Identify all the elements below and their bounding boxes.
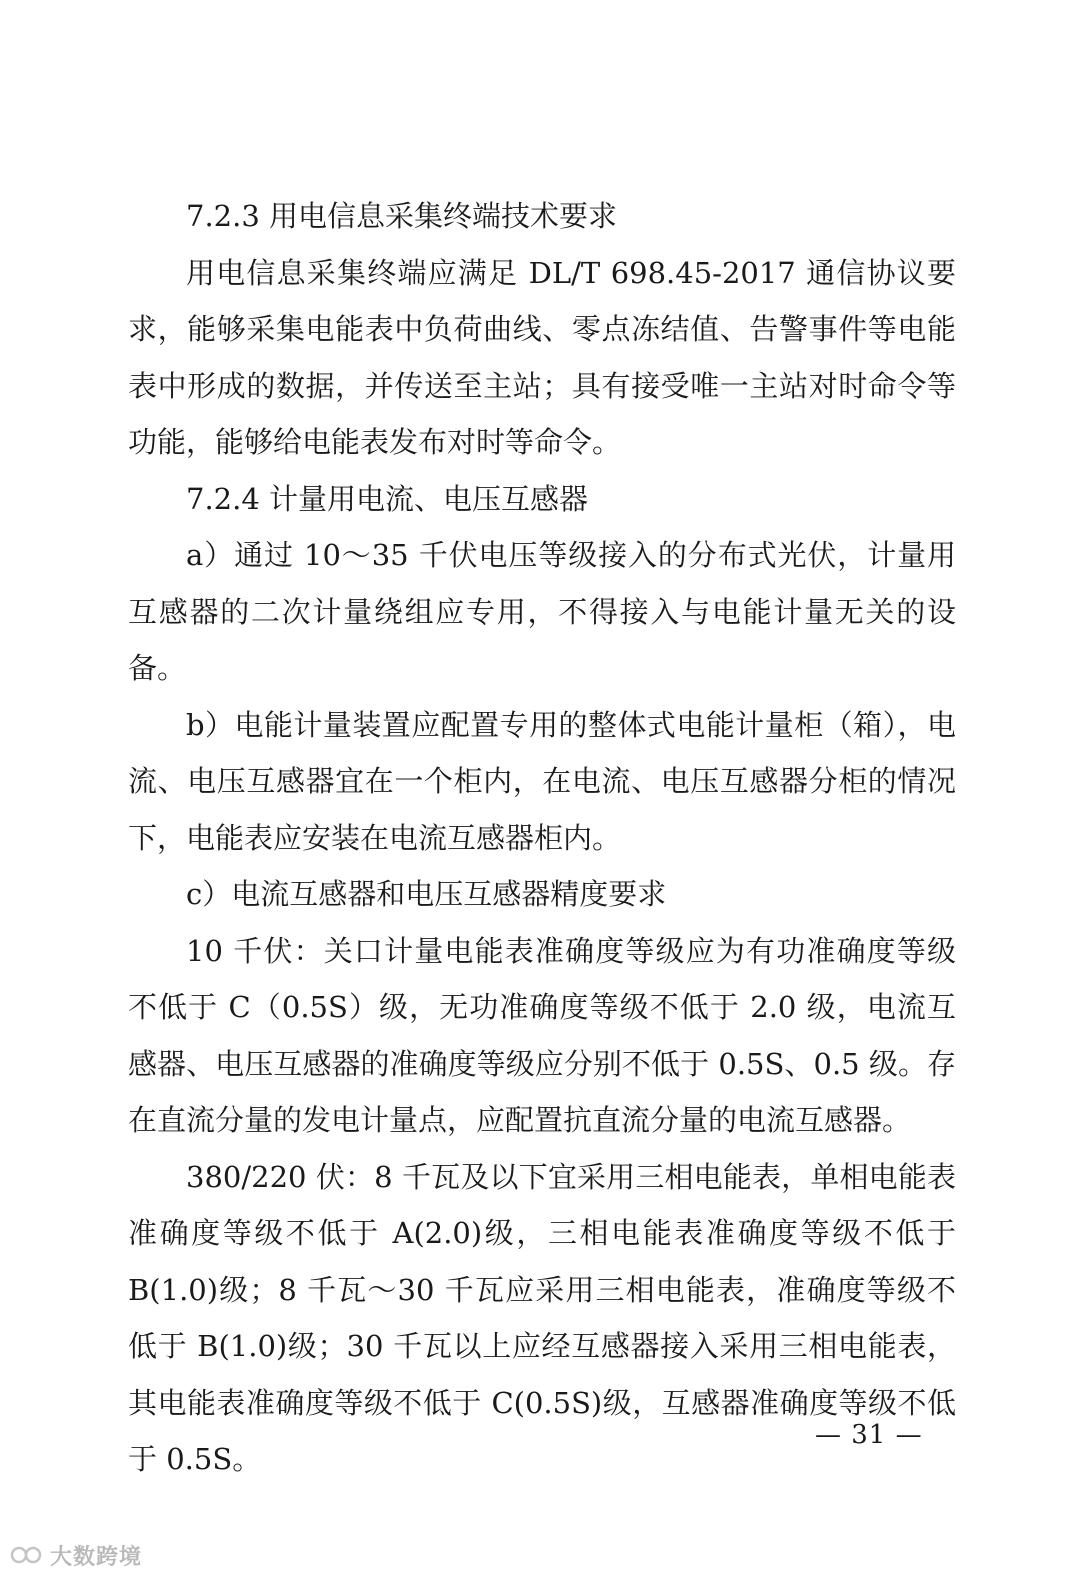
- paragraph-terminal-requirements: 用电信息采集终端应满足 DL/T 698.45-2017 通信协议要求，能够采集电能表中负荷曲线、零点冻结值、告警事件等电能表中形成的数据，并传送至主站；具有接受唯一主站对时命令等功能，能够给电能表发布对时等命令。: [128, 255, 956, 459]
- section-heading-7-2-4: 7.2.4 计量用电流、电压互感器: [186, 481, 589, 516]
- paragraph-10kv: 10 千伏：关口计量电能表准确度等级应为有功准确度等级不低于 C（0.5S）级，无功准确度等级不低于 2.0 级，电流互感器、电压互感器的准确度等级应分别不低于 0.5S、0.5 级。存在直流分量的发电计量点，应配置抗直流分量的电流互感器。: [128, 933, 956, 1137]
- watermark: [10, 1540, 142, 1570]
- paragraph-item-b: b）电能计量装置应配置专用的整体式电能计量柜（箱），电流、电压互感器宜在一个柜内，在电流、电压互感器分柜的情况下，电能表应安装在电流互感器柜内。: [128, 707, 956, 855]
- paragraph-380-220v: 380/220 伏：8 千瓦及以下宜采用三相电能表，单相电能表准确度等级不低于 A(2.0)级，三相电能表准确度等级不低于 B(1.0)级；8 千瓦～30 千瓦应采用三相电能表，准确度等级不低于 B(1.0)级；30 千瓦以上应经互感器接入采用三相电能表，其电能表准确度等级不低于 C(0.5S)级，互感器准确度等级不低于 0.5S。: [128, 1159, 956, 1476]
- section-heading-7-2-3: 7.2.3 用电信息采集终端技术要求: [186, 199, 618, 233]
- watermark-text: 大数跨境: [50, 1544, 143, 1570]
- paragraph-item-c: c）电流互感器和电压互感器精度要求: [186, 877, 667, 911]
- watermark-logo-icon: [10, 1544, 44, 1566]
- paragraph-item-a: a）通过 10～35 千伏电压等级接入的分布式光伏，计量用互感器的二次计量绕组应专用，不得接入与电能计量无关的设备。: [128, 538, 956, 685]
- body-text: [128, 188, 956, 1488]
- page-number: — 31 —: [815, 1420, 923, 1450]
